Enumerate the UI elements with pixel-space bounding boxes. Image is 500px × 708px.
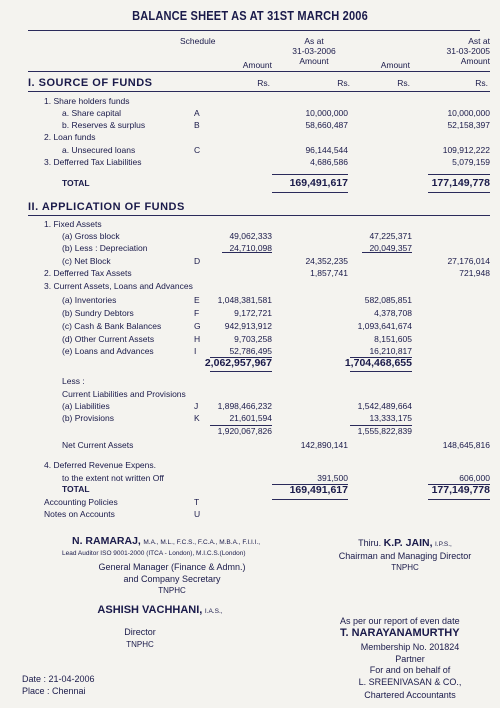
current-liabilities-heading: Current Liabilities and Provisions: [62, 389, 186, 399]
header-asat-2006-amount: Amount: [299, 56, 329, 66]
application-row-label: (a) Inventories: [62, 295, 117, 305]
source-row-label: 2. Loan funds: [44, 132, 96, 142]
application-row-amount-2005: 582,085,851: [364, 295, 412, 305]
jain-prefix: Thiru.: [358, 538, 382, 548]
application-row-amount-2005: 47,225,371: [369, 231, 412, 241]
ca-total-rule-bottom-2: [350, 371, 412, 372]
cl-total-2005: 1,555,822,839: [357, 426, 412, 436]
application-row-amount-2005: 8,151,605: [374, 334, 412, 344]
source-total-rule-bottom-1: [272, 192, 348, 193]
ramaraj-line-3: General Manager (Finance & Admn.): [98, 562, 246, 572]
cl-row-label: (b) Provisions: [62, 413, 114, 423]
header-asat-2005-date: 31-03-2005: [446, 46, 490, 56]
source-total-2005: 177,149,778: [431, 177, 490, 189]
ramaraj-line-4: and Company Secretary: [123, 574, 221, 584]
application-row-label: 2. Defferred Tax Assets: [44, 268, 132, 278]
source-row-2005: 52,158,397: [447, 120, 490, 130]
application-row-label: 3. Current Assets, Loans and Advances: [44, 281, 193, 291]
app-total-rule-bottom-1: [272, 499, 348, 500]
dre-2006: 391,500: [317, 473, 348, 483]
membership-no: Membership No. 201824: [360, 642, 460, 652]
application-row-label: (b) Less : Depreciation: [62, 243, 148, 253]
app-total-label: TOTAL: [62, 484, 90, 494]
cl-row-schedule: K: [194, 413, 200, 423]
source-total-rule-top-2: [428, 174, 490, 175]
partner-label: Partner: [395, 654, 425, 664]
source-total-label: TOTAL: [62, 178, 90, 188]
signatory-ramaraj: [72, 535, 260, 547]
source-total-2006: 169,491,617: [289, 177, 348, 189]
source-row-schedule: B: [194, 120, 200, 130]
source-row-2005: 109,912,222: [442, 145, 490, 155]
section-source-heading: I. SOURCE OF FUNDS: [28, 77, 153, 89]
jain-quals: I.P.S.,: [435, 541, 452, 548]
section-application-rule: [28, 215, 490, 216]
cl-row-label: (a) Liabilities: [62, 401, 110, 411]
date-line: Date : 21-04-2006: [22, 674, 95, 684]
for-behalf-label: For and on behalf of: [369, 665, 451, 675]
source-row-2006: 10,000,000: [305, 108, 348, 118]
application-row-label: 1. Fixed Assets: [44, 219, 102, 229]
application-row-label: (c) Cash & Bank Balances: [62, 321, 162, 331]
signatory-vachhani: [70, 604, 250, 616]
application-row-2006: 1,857,741: [310, 268, 348, 278]
notes-on-accounts-schedule: U: [194, 509, 201, 519]
source-row-schedule: A: [194, 108, 200, 118]
header-asat-2005: [420, 36, 490, 66]
application-row-schedule: F: [194, 308, 200, 318]
vachhani-name: ASHISH VACHHANI,: [97, 604, 203, 616]
firm-designation: Chartered Accountants: [364, 690, 456, 700]
jain-line-3: TNPHC: [391, 563, 419, 572]
source-row-label: 1. Share holders funds: [44, 96, 130, 106]
source-row-label: a. Share capital: [62, 108, 122, 118]
ramaraj-name: N. RAMARAJ,: [72, 535, 141, 547]
application-row-schedule: I: [194, 346, 197, 356]
rs-label-1: Rs.: [257, 78, 270, 88]
report-line-1: As per our report of even date: [340, 616, 460, 626]
application-row-label: (c) Net Block: [62, 256, 111, 266]
application-row-amount-2006: 24,710,098: [229, 243, 272, 253]
cl-total-2006: 1,920,067,826: [217, 426, 272, 436]
source-row-2006: 58,660,487: [305, 120, 348, 130]
header-asat-2006-date: 31-03-2006: [292, 46, 336, 56]
application-row-amount-2005: 1,093,641,674: [357, 321, 412, 331]
header-rule: [28, 71, 490, 72]
nca-2005: 148,645,816: [442, 440, 490, 450]
cl-row-amount-2005: 1,542,489,664: [357, 401, 412, 411]
rs-label-4: Rs.: [475, 78, 488, 88]
application-row-amount-2006: 9,703,258: [234, 334, 272, 344]
vachhani-quals: I.A.S.,: [204, 608, 223, 615]
application-row-label: (d) Other Current Assets: [62, 334, 155, 344]
application-row-label: (e) Loans and Advances: [62, 346, 154, 356]
application-row-schedule: D: [194, 256, 201, 266]
header-amount-2: Amount: [380, 60, 410, 70]
fixed-assets-rule-2: [362, 252, 412, 253]
jain-line-2: Chairman and Managing Director: [338, 551, 472, 561]
section-application-heading: II. APPLICATION OF FUNDS: [28, 201, 185, 213]
source-row-2006: 4,686,586: [310, 157, 348, 167]
nca-label: Net Current Assets: [62, 440, 134, 450]
header-asat-2005-amount: Amount: [460, 56, 490, 66]
application-row-2006: 24,352,235: [305, 256, 348, 266]
source-row-2005: 10,000,000: [447, 108, 490, 118]
cl-row-amount-2005: 13,333,175: [369, 413, 412, 423]
application-row-amount-2005: 20,049,357: [369, 243, 412, 253]
narayanamurthy-name: T. NARAYANAMURTHY: [340, 627, 460, 639]
place-line: Place : Chennai: [22, 686, 86, 696]
application-row-amount-2005: 4,378,708: [374, 308, 412, 318]
source-row-2006: 96,144,544: [305, 145, 348, 155]
application-row-amount-2006: 1,048,381,581: [217, 295, 272, 305]
application-row-schedule: H: [194, 334, 201, 344]
source-row-2005: 5,079,159: [452, 157, 490, 167]
firm-name: L. SREENIVASAN & CO.,: [358, 677, 462, 687]
accounting-policies-label: Accounting Policies: [44, 497, 118, 507]
dre-2005: 606,000: [459, 473, 490, 483]
ramaraj-line-5: TNPHC: [158, 586, 186, 595]
source-row-label: 3. Defferred Tax Liabilities: [44, 157, 142, 167]
source-total-rule-top-1: [272, 174, 348, 175]
app-total-rule-bottom-2: [428, 499, 490, 500]
application-row-label: (a) Gross block: [62, 231, 120, 241]
application-row-amount-2006: 942,913,912: [224, 321, 272, 331]
accounting-policies-schedule: T: [194, 497, 200, 507]
application-row-amount-2006: 49,062,333: [229, 231, 272, 241]
source-row-schedule: C: [194, 145, 201, 155]
cl-row-schedule: J: [194, 401, 199, 411]
page-title: BALANCE SHEET AS AT 31ST MARCH 2006: [132, 8, 368, 23]
application-row-2005: 721,948: [459, 268, 490, 278]
ca-total-rule-bottom-1: [210, 371, 272, 372]
application-row-2005: 27,176,014: [447, 256, 490, 266]
source-total-rule-bottom-2: [428, 192, 490, 193]
application-row-amount-2005: 16,210,817: [369, 346, 412, 356]
cl-row-amount-2006: 1,898,466,232: [217, 401, 272, 411]
jain-name: K.P. JAIN,: [383, 537, 433, 549]
application-row-schedule: E: [194, 295, 200, 305]
vachhani-line-3: TNPHC: [126, 640, 154, 649]
signatory-jain: [320, 537, 490, 549]
nca-2006: 142,890,141: [300, 440, 348, 450]
application-row-label: (b) Sundry Debtors: [62, 308, 134, 318]
application-row-schedule: G: [194, 321, 201, 331]
less-label: Less :: [62, 376, 85, 386]
dre-label-2: to the extent not written Off: [62, 473, 164, 483]
title-rule: [28, 30, 480, 31]
header-schedule: Schedule: [180, 36, 216, 46]
header-asat-2006: [280, 36, 348, 66]
ca-total-2005: 1,704,468,655: [344, 357, 412, 369]
vachhani-line-2: Director: [124, 627, 156, 637]
application-row-amount-2006: 9,172,721: [234, 308, 272, 318]
rs-label-3: Rs.: [397, 78, 410, 88]
ramaraj-line-2: Lead Auditor ISO 9001-2000 (ITCA - London), M.I.C.S.(London): [62, 550, 246, 557]
header-asat-2006-label: As at: [304, 36, 324, 46]
header-amount-1: Amount: [242, 60, 272, 70]
app-total-2006: 169,491,617: [289, 484, 348, 496]
section-source-rule: [28, 91, 490, 92]
source-row-label: a. Unsecured loans: [62, 145, 136, 155]
notes-on-accounts-label: Notes on Accounts: [44, 509, 115, 519]
application-row-amount-2006: 52,786,495: [229, 346, 272, 356]
ramaraj-quals: M.A., M.L., F.C.S., F.C.A., M.B.A., F.I.I.I.,: [143, 539, 261, 546]
ca-total-2006: 2,062,957,967: [204, 357, 272, 369]
fixed-assets-rule-1: [222, 252, 272, 253]
rs-label-2: Rs.: [337, 78, 350, 88]
app-total-2005: 177,149,778: [431, 484, 490, 496]
source-row-label: b. Reserves & surplus: [62, 120, 146, 130]
cl-row-amount-2006: 21,601,594: [229, 413, 272, 423]
header-asat-2005-label: Ast at: [468, 36, 490, 46]
dre-label-1: 4. Deferred Revenue Expens.: [44, 460, 156, 470]
